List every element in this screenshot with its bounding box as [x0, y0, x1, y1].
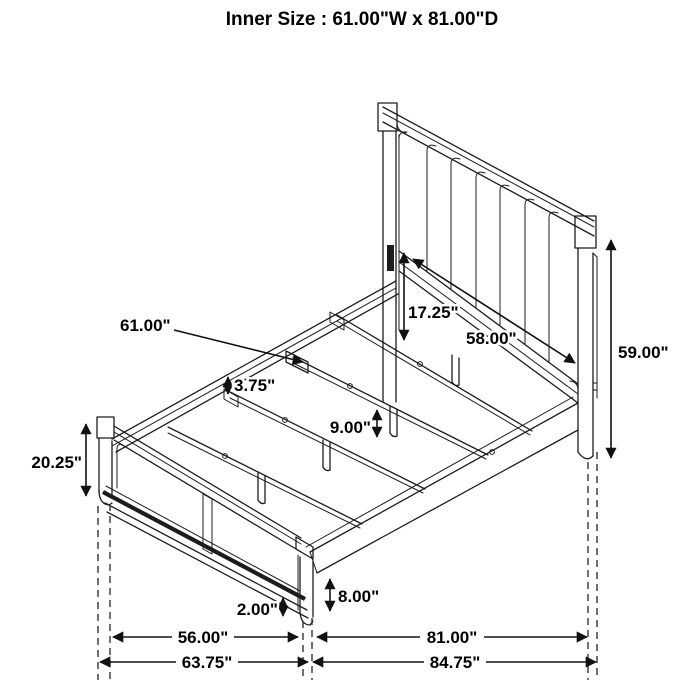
dimension-annotations [31, 240, 668, 672]
headboard-channel-lines [427, 145, 578, 390]
dim-footboard-outer-width [100, 653, 308, 672]
dim-headboard-height-label: 59.00" [618, 343, 669, 362]
dim-outer-depth [313, 653, 596, 672]
headboard-drawing [378, 103, 597, 459]
dim-rail-clearance-label: 8.00" [338, 587, 380, 606]
footboard-left-cap [97, 417, 114, 438]
rail-hook-bracket [387, 245, 394, 271]
extension-lines [98, 452, 597, 680]
dim-rail-clearance [330, 579, 379, 611]
dim-headboard-panel-height [404, 253, 459, 340]
dim-footboard-inner-width-label: 56.00" [177, 628, 229, 647]
dim-outer-depth-label: 84.75" [429, 653, 481, 672]
footboard-drawing [97, 417, 313, 625]
footboard-right-cap [296, 537, 313, 559]
headboard-left-cap [378, 103, 397, 131]
footboard-top-rail [114, 426, 301, 538]
slat [230, 392, 425, 489]
diagram-title: Inner Size : 61.00"W x 81.00"D [225, 9, 499, 30]
dim-slat-drop-label: 3.75" [234, 376, 276, 395]
headboard-top-rail [383, 107, 594, 221]
dim-inner-depth-label: 81.00" [426, 628, 478, 647]
dim-slat-drop [228, 376, 275, 395]
dim-headboard-width-label: 58.00" [466, 329, 517, 348]
dim-footboard-base-height [237, 598, 283, 619]
dim-inner-width-label: 61.00" [120, 316, 171, 335]
footboard-bottom-rail [103, 492, 305, 599]
dim-footboard-outer-width-label: 63.75" [181, 653, 233, 672]
dim-footboard-base-height-label: 2.00" [236, 600, 278, 619]
dim-support-leg-height-label: 9.00" [329, 418, 371, 437]
dim-inner-depth [317, 628, 587, 647]
left-side-rail [112, 281, 396, 439]
dim-support-leg-height [330, 410, 377, 437]
dim-headboard-height [611, 240, 669, 458]
dim-footboard-inner-width [113, 628, 298, 647]
dim-headboard-panel-height-label: 17.25" [408, 303, 459, 322]
dim-footboard-height [31, 424, 86, 496]
dim-footboard-height-label: 20.25" [31, 453, 82, 472]
dim-inner-width [120, 316, 303, 362]
